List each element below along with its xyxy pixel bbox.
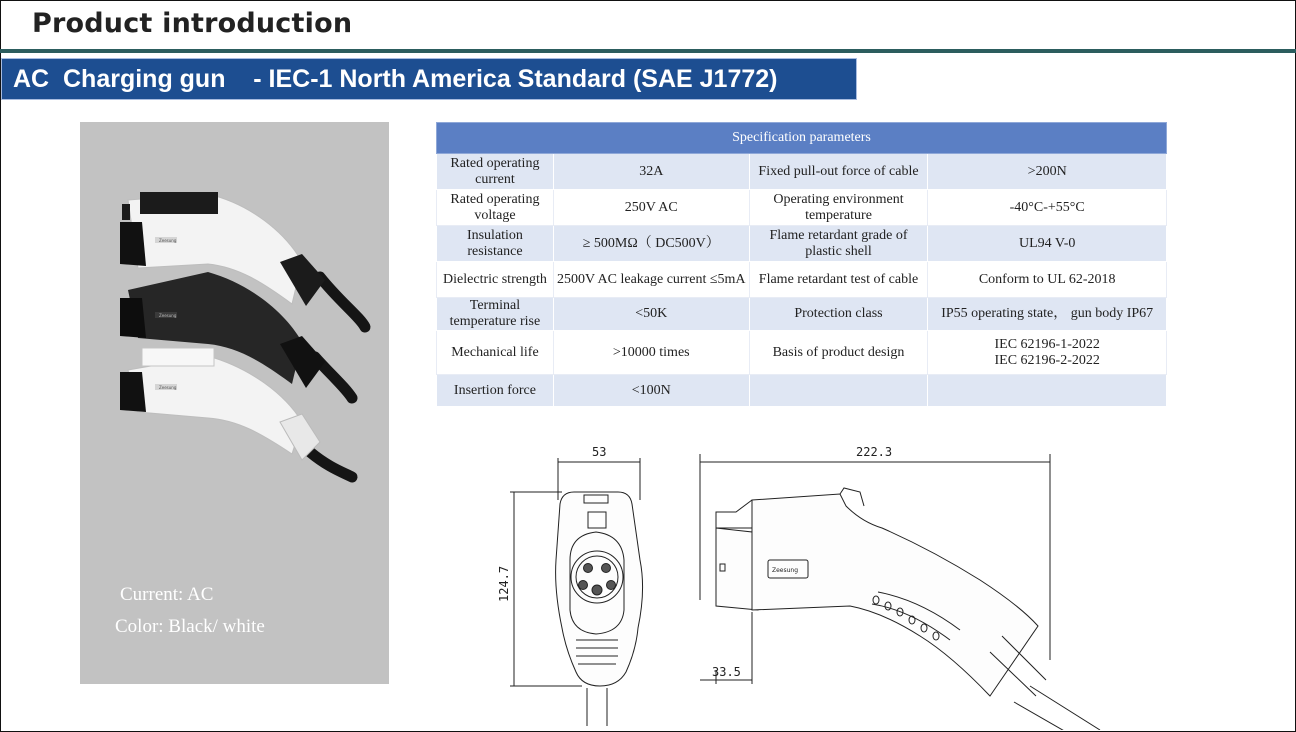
table-cell-value: ≥ 500MΩ（ DC500V） xyxy=(553,226,749,262)
table-cell-value xyxy=(928,375,1167,407)
table-cell-value: -40°C-+55°C xyxy=(928,190,1167,226)
table-cell-label: Fixed pull-out force of cable xyxy=(749,154,928,190)
spec-table-title: Specification parameters xyxy=(437,123,1167,154)
product-photo xyxy=(80,122,389,684)
dim-front-width: 53 xyxy=(592,445,607,459)
table-row xyxy=(437,375,1167,407)
svg-text:Zeesung: Zeesung xyxy=(159,238,177,243)
dim-side-length: 222.3 xyxy=(856,445,893,459)
spec-table-body xyxy=(437,154,1167,407)
table-cell-label xyxy=(749,375,928,407)
table-cell-value: <50K xyxy=(553,298,749,331)
table-cell-value: UL94 V-0 xyxy=(928,226,1167,262)
table-cell-label: Protection class xyxy=(749,298,928,331)
technical-drawing xyxy=(490,440,1130,730)
caption-color: Color: Black/ white xyxy=(115,616,265,637)
side-view xyxy=(700,454,1100,730)
table-cell-label: Insulation resistance xyxy=(437,226,554,262)
table-cell-value: 2500V AC leakage current ≤5mA xyxy=(553,262,749,298)
dim-front-height: 124.7 xyxy=(497,565,511,602)
table-cell-label: Basis of product design xyxy=(749,331,928,375)
table-cell-label: Operating environment temperature xyxy=(749,190,928,226)
table-row xyxy=(437,154,1167,190)
section-banner: AC Charging gun - IEC-1 North America Standard (SAE J1772) xyxy=(1,58,857,100)
dim-side-bottom: 33.5 xyxy=(712,665,741,679)
table-cell-label: Rated operating current xyxy=(437,154,554,190)
title-divider xyxy=(0,49,1296,53)
table-cell-label: Terminal temperature rise xyxy=(437,298,554,331)
table-row xyxy=(437,190,1167,226)
table-cell-label: Insertion force xyxy=(437,375,554,407)
page-title: Product introduction xyxy=(32,8,353,39)
table-cell-value: 250V AC xyxy=(553,190,749,226)
table-row xyxy=(437,331,1167,375)
front-view xyxy=(510,458,643,726)
svg-text:Zeesung: Zeesung xyxy=(159,385,177,390)
table-cell-label: Flame retardant grade of plastic shell xyxy=(749,226,928,262)
table-cell-value: 32A xyxy=(553,154,749,190)
table-cell-label: Flame retardant test of cable xyxy=(749,262,928,298)
table-row xyxy=(437,298,1167,331)
table-cell-label: Rated operating voltage xyxy=(437,190,554,226)
caption-current: Current: AC xyxy=(120,584,214,605)
table-cell-label: Dielectric strength xyxy=(437,262,554,298)
table-cell-value: Conform to UL 62-2018 xyxy=(928,262,1167,298)
table-cell-value: >200N xyxy=(928,154,1167,190)
table-cell-value: <100N xyxy=(553,375,749,407)
table-cell-label: Mechanical life xyxy=(437,331,554,375)
table-cell-value: >10000 times xyxy=(553,331,749,375)
svg-text:Zeesung: Zeesung xyxy=(159,313,177,318)
table-row xyxy=(437,262,1167,298)
table-row xyxy=(437,226,1167,262)
table-cell-value: IEC 62196-1-2022 IEC 62196-2-2022 xyxy=(928,331,1167,375)
specification-table xyxy=(436,122,1167,407)
table-cell-value: IP55 operating state， gun body IP67 xyxy=(928,298,1167,331)
svg-text:Zeesung: Zeesung xyxy=(772,567,799,574)
